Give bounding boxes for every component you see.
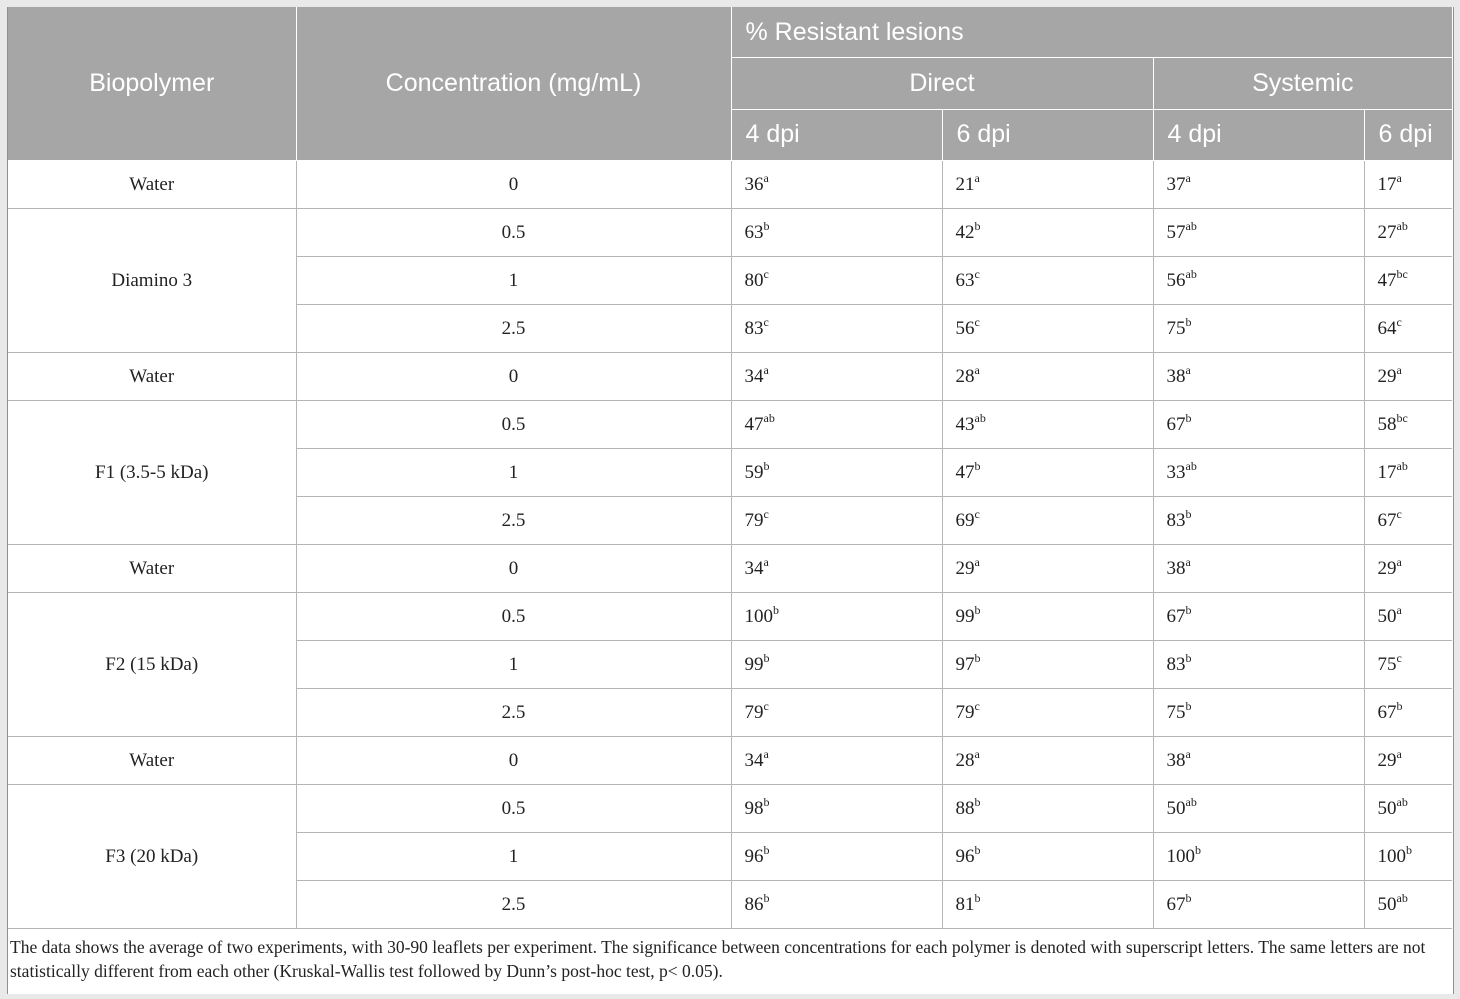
- value: 28: [955, 365, 975, 387]
- direct-4dpi-cell: [731, 833, 942, 881]
- significance-letter: a: [974, 746, 980, 761]
- direct-4dpi-cell: [731, 401, 942, 449]
- direct-6dpi-cell: [942, 497, 1153, 545]
- concentration-cell: 0: [296, 353, 731, 401]
- value: 97: [955, 653, 975, 675]
- significance-letter: ab: [1396, 218, 1408, 233]
- systemic-4dpi-cell: [1153, 257, 1364, 305]
- table-header: [8, 7, 1452, 161]
- value: 47: [955, 461, 975, 483]
- significance-letter: c: [974, 506, 980, 521]
- significance-letter: ab: [1396, 890, 1408, 905]
- systemic-4dpi-cell: [1153, 401, 1364, 449]
- table-footnote: The data shows the average of two experiments, with 30-90 leaflets per experiment. The significance between concentrations for each polymer is denoted with superscript letters. The same letters are not statistically different from each other (Kruskal-Wallis test followed by Dunn’s post-hoc test, p< 0.05).: [10, 937, 1426, 981]
- header-direct-6dpi: 6 dpi: [942, 109, 1153, 160]
- concentration-cell: 2.5: [296, 305, 731, 353]
- biopolymer-cell: F2 (15 kDa): [8, 593, 296, 737]
- systemic-4dpi-cell: [1153, 737, 1364, 785]
- systemic-4dpi-cell: [1153, 881, 1364, 929]
- concentration-cell: 0.5: [296, 401, 731, 449]
- direct-4dpi-cell: [731, 497, 942, 545]
- table-row: [8, 353, 1452, 401]
- significance-letter: a: [1185, 362, 1191, 377]
- value: 64: [1377, 317, 1397, 339]
- header-systemic: Systemic: [1153, 58, 1452, 109]
- value: 67: [1377, 701, 1397, 723]
- systemic-6dpi-cell: [1364, 497, 1452, 545]
- value: 38: [1166, 749, 1186, 771]
- significance-letter: c: [763, 506, 769, 521]
- direct-4dpi-cell: [731, 641, 942, 689]
- direct-6dpi-cell: [942, 449, 1153, 497]
- direct-4dpi-cell: [731, 785, 942, 833]
- value: 56: [955, 317, 975, 339]
- value: 28: [955, 749, 975, 771]
- direct-6dpi-cell: [942, 545, 1153, 593]
- concentration-cell: 1: [296, 641, 731, 689]
- value: 38: [1166, 365, 1186, 387]
- significance-letter: b: [974, 842, 981, 857]
- concentration-cell: 1: [296, 449, 731, 497]
- direct-6dpi-cell: [942, 833, 1153, 881]
- value: 34: [744, 365, 764, 387]
- significance-letter: b: [1396, 698, 1403, 713]
- direct-4dpi-cell: [731, 689, 942, 737]
- table-row: [8, 593, 1452, 641]
- header-systemic-6dpi: 6 dpi: [1364, 109, 1452, 160]
- value: 83: [1166, 653, 1186, 675]
- value: 75: [1166, 317, 1186, 339]
- value: 21: [955, 173, 975, 195]
- value: 34: [744, 749, 764, 771]
- value: 67: [1377, 509, 1397, 531]
- value: 29: [955, 557, 975, 579]
- significance-letter: b: [974, 218, 981, 233]
- value: 36: [744, 173, 764, 195]
- direct-6dpi-cell: [942, 353, 1153, 401]
- direct-4dpi-cell: [731, 257, 942, 305]
- concentration-cell: 0.5: [296, 209, 731, 257]
- value: 29: [1377, 557, 1397, 579]
- value: 50: [1377, 605, 1397, 627]
- systemic-6dpi-cell: [1364, 737, 1452, 785]
- direct-4dpi-cell: [731, 737, 942, 785]
- value: 37: [1166, 173, 1186, 195]
- significance-letter: b: [974, 602, 981, 617]
- value: 83: [1166, 509, 1186, 531]
- significance-letter: ab: [1185, 458, 1197, 473]
- value: 67: [1166, 413, 1186, 435]
- concentration-cell: 2.5: [296, 881, 731, 929]
- concentration-cell: 1: [296, 257, 731, 305]
- significance-letter: ab: [763, 410, 775, 425]
- value: 47: [1377, 269, 1397, 291]
- value: 56: [1166, 269, 1186, 291]
- systemic-6dpi-cell: [1364, 449, 1452, 497]
- concentration-cell: 0: [296, 161, 731, 209]
- value: 47: [744, 413, 764, 435]
- systemic-4dpi-cell: [1153, 497, 1364, 545]
- value: 79: [744, 509, 764, 531]
- significance-letter: b: [773, 602, 779, 617]
- systemic-6dpi-cell: [1364, 353, 1452, 401]
- table-frame: [7, 7, 1454, 994]
- significance-letter: ab: [1185, 266, 1197, 281]
- significance-letter: a: [1396, 170, 1402, 185]
- value: 99: [955, 605, 975, 627]
- direct-6dpi-cell: [942, 689, 1153, 737]
- significance-letter: b: [974, 650, 981, 665]
- header-concentration: Concentration (mg/mL): [296, 7, 731, 161]
- significance-letter: a: [1396, 554, 1402, 569]
- systemic-6dpi-cell: [1364, 209, 1452, 257]
- significance-letter: a: [1396, 602, 1402, 617]
- direct-6dpi-cell: [942, 209, 1153, 257]
- direct-4dpi-cell: [731, 353, 942, 401]
- value: 63: [744, 221, 764, 243]
- value: 50: [1377, 893, 1397, 915]
- systemic-4dpi-cell: [1153, 305, 1364, 353]
- value: 17: [1377, 461, 1397, 483]
- direct-4dpi-cell: [731, 449, 942, 497]
- value: 34: [744, 557, 764, 579]
- significance-letter: b: [763, 842, 770, 857]
- value: 98: [744, 797, 764, 819]
- significance-letter: b: [1185, 410, 1192, 425]
- systemic-6dpi-cell: [1364, 641, 1452, 689]
- significance-letter: a: [763, 554, 769, 569]
- value: 29: [1377, 365, 1397, 387]
- systemic-4dpi-cell: [1153, 449, 1364, 497]
- biopolymer-cell: F3 (20 kDa): [8, 785, 296, 929]
- systemic-4dpi-cell: [1153, 161, 1364, 209]
- systemic-6dpi-cell: [1364, 785, 1452, 833]
- direct-4dpi-cell: [731, 881, 942, 929]
- significance-letter: c: [1396, 650, 1402, 665]
- value: 79: [744, 701, 764, 723]
- systemic-4dpi-cell: [1153, 545, 1364, 593]
- concentration-cell: 1: [296, 833, 731, 881]
- significance-letter: a: [1185, 170, 1191, 185]
- value: 38: [1166, 557, 1186, 579]
- significance-letter: c: [763, 314, 769, 329]
- systemic-6dpi-cell: [1364, 305, 1452, 353]
- value: 100: [744, 605, 773, 627]
- significance-letter: c: [763, 266, 769, 281]
- results-table: [8, 7, 1452, 929]
- significance-letter: a: [974, 362, 980, 377]
- significance-letter: b: [974, 794, 981, 809]
- table-row: [8, 737, 1452, 785]
- value: 99: [744, 653, 764, 675]
- significance-letter: a: [1185, 746, 1191, 761]
- significance-letter: a: [763, 362, 769, 377]
- header-direct: Direct: [731, 58, 1153, 109]
- significance-letter: a: [974, 170, 980, 185]
- direct-4dpi-cell: [731, 305, 942, 353]
- significance-letter: c: [974, 698, 980, 713]
- table-row: [8, 161, 1452, 209]
- significance-letter: b: [763, 890, 770, 905]
- systemic-4dpi-cell: [1153, 209, 1364, 257]
- header-resistant-lesions: % Resistant lesions: [731, 7, 1452, 58]
- biopolymer-cell: Diamino 3: [8, 209, 296, 353]
- value: 50: [1166, 797, 1186, 819]
- systemic-6dpi-cell: [1364, 689, 1452, 737]
- value: 67: [1166, 605, 1186, 627]
- significance-letter: b: [1195, 842, 1201, 857]
- table-row: [8, 209, 1452, 257]
- direct-6dpi-cell: [942, 737, 1153, 785]
- value: 58: [1377, 413, 1397, 435]
- biopolymer-cell: Water: [8, 545, 296, 593]
- value: 80: [744, 269, 764, 291]
- significance-letter: b: [763, 650, 770, 665]
- significance-letter: bc: [1396, 410, 1408, 425]
- significance-letter: b: [1185, 602, 1192, 617]
- value: 83: [744, 317, 764, 339]
- significance-letter: b: [1406, 842, 1412, 857]
- direct-6dpi-cell: [942, 881, 1153, 929]
- concentration-cell: 2.5: [296, 689, 731, 737]
- value: 75: [1166, 701, 1186, 723]
- value: 42: [955, 221, 975, 243]
- significance-letter: c: [1396, 506, 1402, 521]
- direct-6dpi-cell: [942, 257, 1153, 305]
- significance-letter: b: [974, 890, 981, 905]
- significance-letter: c: [1396, 314, 1402, 329]
- significance-letter: a: [1396, 746, 1402, 761]
- significance-letter: b: [1185, 314, 1192, 329]
- systemic-6dpi-cell: [1364, 161, 1452, 209]
- significance-letter: ab: [1396, 458, 1408, 473]
- value: 96: [955, 845, 975, 867]
- value: 96: [744, 845, 764, 867]
- header-direct-4dpi: 4 dpi: [731, 109, 942, 160]
- table-body: [8, 161, 1452, 929]
- significance-letter: a: [763, 170, 769, 185]
- concentration-cell: 0: [296, 737, 731, 785]
- value: 100: [1377, 845, 1406, 867]
- systemic-6dpi-cell: [1364, 593, 1452, 641]
- significance-letter: c: [763, 698, 769, 713]
- table-row: [8, 401, 1452, 449]
- value: 27: [1377, 221, 1397, 243]
- concentration-cell: 0: [296, 545, 731, 593]
- biopolymer-cell: Water: [8, 161, 296, 209]
- systemic-6dpi-cell: [1364, 833, 1452, 881]
- value: 81: [955, 893, 975, 915]
- table-row: [8, 785, 1452, 833]
- direct-6dpi-cell: [942, 641, 1153, 689]
- significance-letter: ab: [1185, 218, 1197, 233]
- significance-letter: b: [763, 794, 770, 809]
- direct-4dpi-cell: [731, 545, 942, 593]
- biopolymer-cell: Water: [8, 737, 296, 785]
- direct-4dpi-cell: [731, 161, 942, 209]
- systemic-4dpi-cell: [1153, 593, 1364, 641]
- systemic-6dpi-cell: [1364, 401, 1452, 449]
- concentration-cell: 0.5: [296, 593, 731, 641]
- significance-letter: a: [974, 554, 980, 569]
- concentration-cell: 2.5: [296, 497, 731, 545]
- systemic-4dpi-cell: [1153, 689, 1364, 737]
- biopolymer-cell: Water: [8, 353, 296, 401]
- systemic-6dpi-cell: [1364, 257, 1452, 305]
- value: 17: [1377, 173, 1397, 195]
- table-row: [8, 545, 1452, 593]
- value: 43: [955, 413, 975, 435]
- significance-letter: b: [974, 458, 981, 473]
- direct-6dpi-cell: [942, 593, 1153, 641]
- significance-letter: ab: [974, 410, 986, 425]
- systemic-6dpi-cell: [1364, 545, 1452, 593]
- significance-letter: ab: [1185, 794, 1197, 809]
- significance-letter: a: [1185, 554, 1191, 569]
- value: 33: [1166, 461, 1186, 483]
- significance-letter: b: [763, 458, 770, 473]
- direct-6dpi-cell: [942, 401, 1153, 449]
- systemic-6dpi-cell: [1364, 881, 1452, 929]
- value: 75: [1377, 653, 1397, 675]
- significance-letter: c: [974, 314, 980, 329]
- significance-letter: b: [763, 218, 770, 233]
- systemic-4dpi-cell: [1153, 641, 1364, 689]
- header-systemic-4dpi: 4 dpi: [1153, 109, 1364, 160]
- value: 67: [1166, 893, 1186, 915]
- direct-6dpi-cell: [942, 785, 1153, 833]
- significance-letter: b: [1185, 890, 1192, 905]
- value: 50: [1377, 797, 1397, 819]
- significance-letter: b: [1185, 650, 1192, 665]
- value: 63: [955, 269, 975, 291]
- value: 59: [744, 461, 764, 483]
- value: 100: [1166, 845, 1195, 867]
- significance-letter: b: [1185, 698, 1192, 713]
- header-biopolymer: Biopolymer: [8, 7, 296, 161]
- direct-6dpi-cell: [942, 305, 1153, 353]
- significance-letter: ab: [1396, 794, 1408, 809]
- systemic-4dpi-cell: [1153, 353, 1364, 401]
- value: 86: [744, 893, 764, 915]
- concentration-cell: 0.5: [296, 785, 731, 833]
- value: 88: [955, 797, 975, 819]
- systemic-4dpi-cell: [1153, 785, 1364, 833]
- value: 79: [955, 701, 975, 723]
- direct-4dpi-cell: [731, 209, 942, 257]
- direct-4dpi-cell: [731, 593, 942, 641]
- significance-letter: bc: [1396, 266, 1408, 281]
- systemic-4dpi-cell: [1153, 833, 1364, 881]
- significance-letter: c: [974, 266, 980, 281]
- significance-letter: a: [1396, 362, 1402, 377]
- value: 57: [1166, 221, 1186, 243]
- biopolymer-cell: F1 (3.5-5 kDa): [8, 401, 296, 545]
- significance-letter: a: [763, 746, 769, 761]
- value: 29: [1377, 749, 1397, 771]
- value: 69: [955, 509, 975, 531]
- significance-letter: b: [1185, 506, 1192, 521]
- direct-6dpi-cell: [942, 161, 1153, 209]
